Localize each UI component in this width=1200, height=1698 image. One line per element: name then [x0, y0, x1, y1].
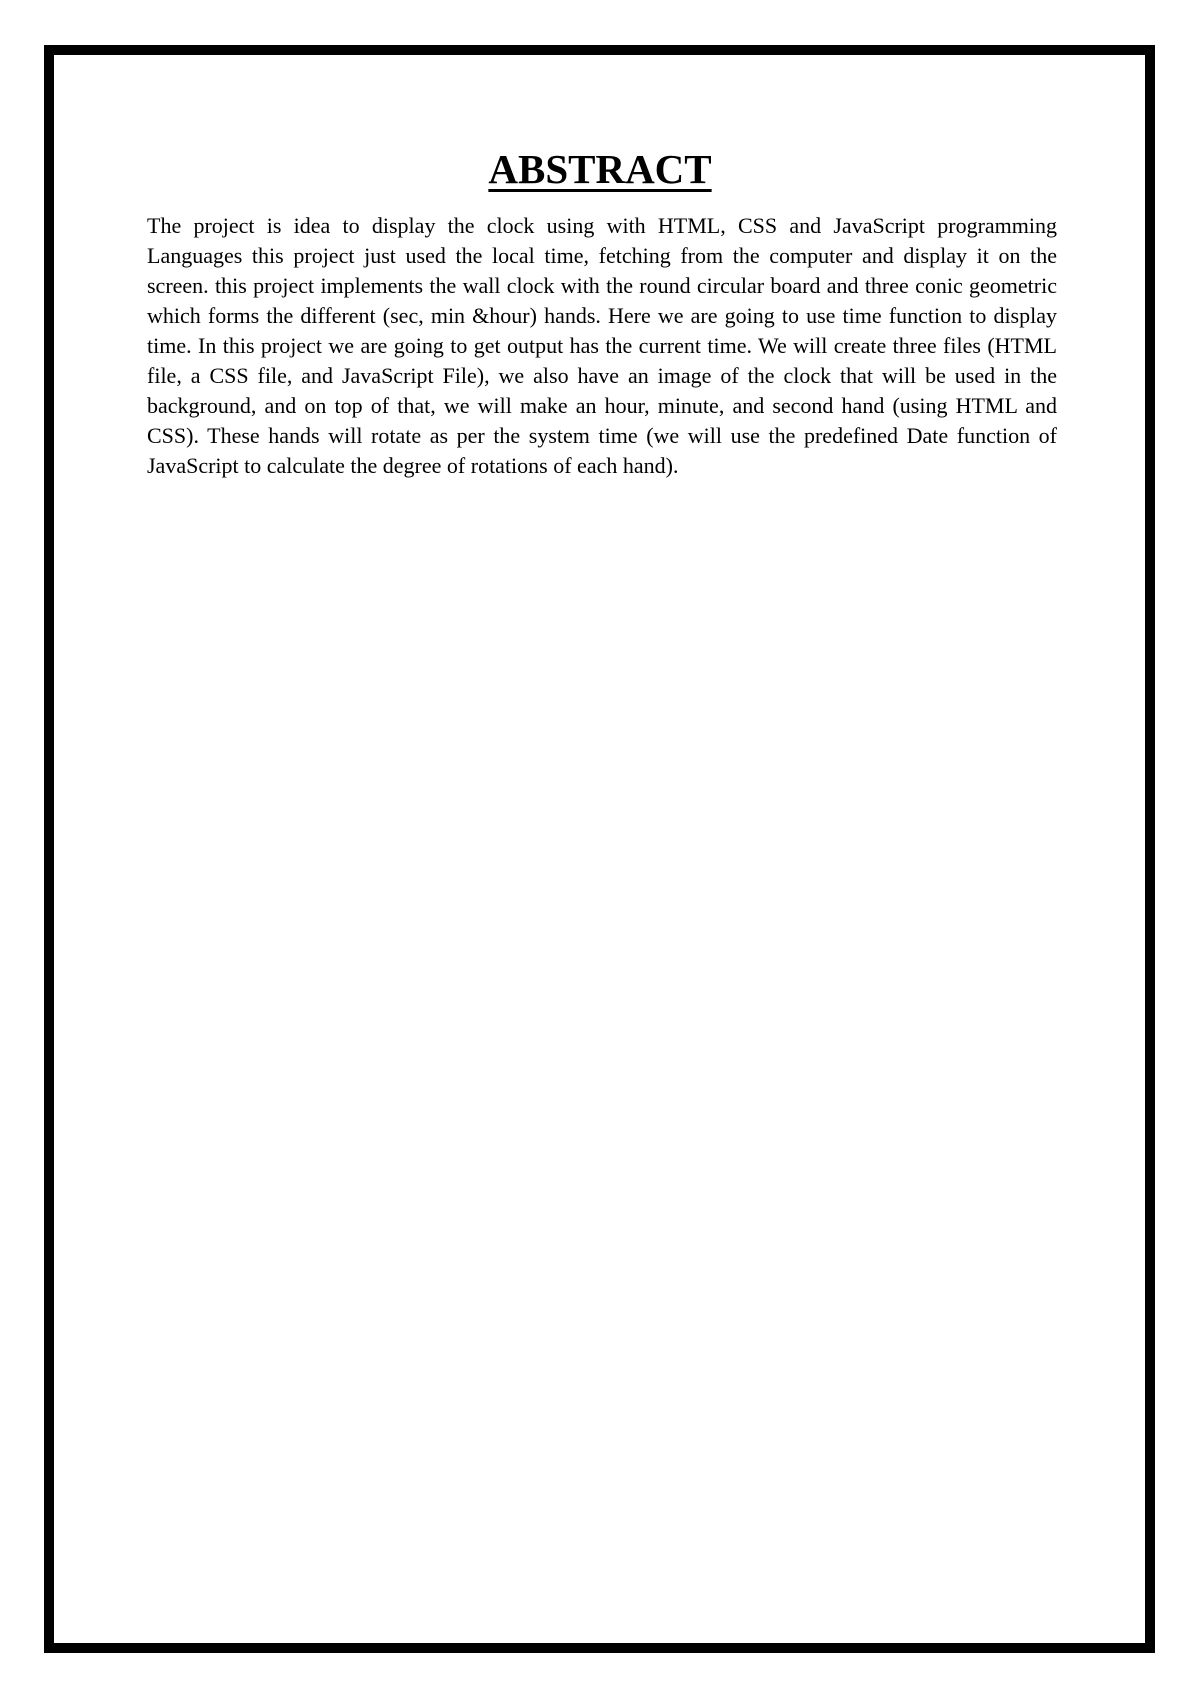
page-title: ABSTRACT — [488, 146, 712, 192]
abstract-paragraph: The project is idea to display the clock using with HTML, CSS and JavaScript programming Languages this project just used the local time, fetching from the computer and display it on the screen. this project implements the wall clock with the round circular board and three conic geometric which forms the different (sec, min &hour) hands. Here we are going to use time function to display time. In this project we are going to get output has the current time. We will create three files (HTML file, a CSS file, and JavaScript File), we also have an image of the clock that will be used in the background, and on top of that, we will make an hour, minute, and second hand (using HTML and CSS). These hands will rotate as per the system time (we will use the predefined Date function of JavaScript to calculate the degree of rotations of each hand). — [147, 213, 1057, 478]
